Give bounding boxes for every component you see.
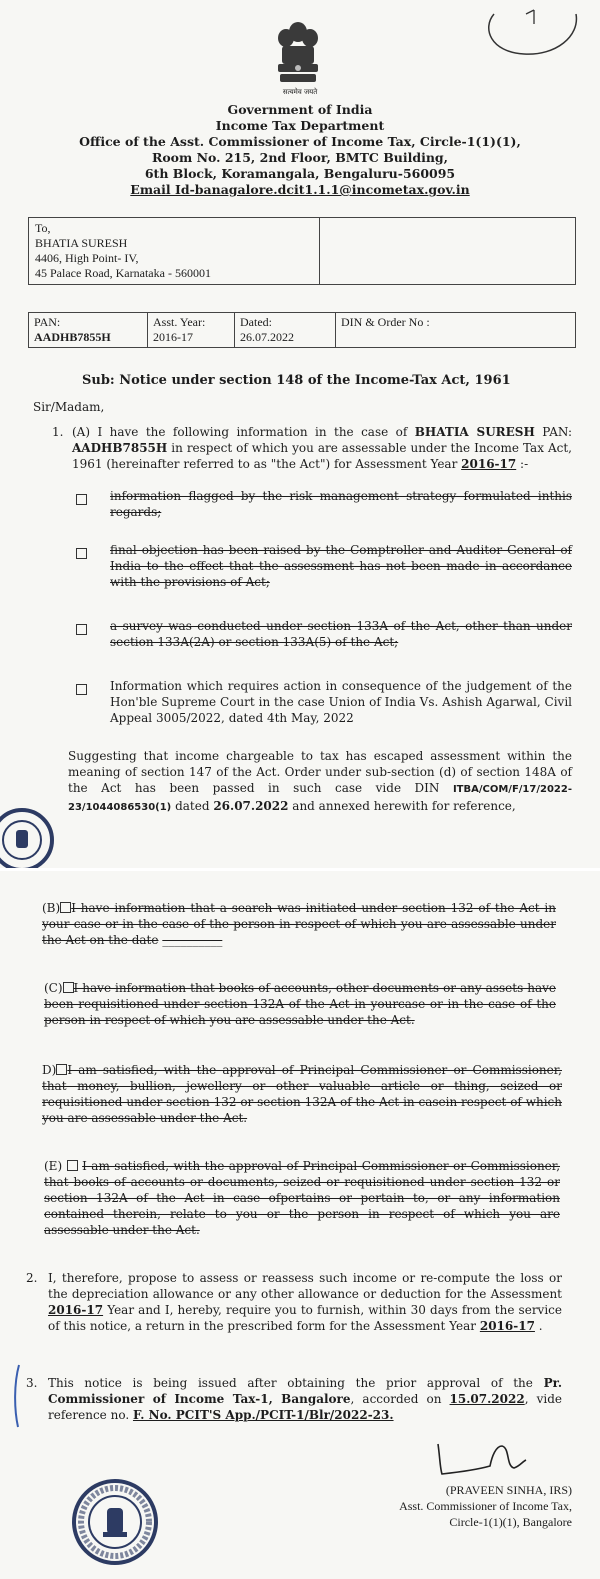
- p3-number: 3.: [26, 1376, 38, 1390]
- header-govt: Government of India: [227, 102, 373, 117]
- clause-d-text: I am satisfied, with the approval of Principal Commissioner or Commissioner, that money, bullion, jewellery or other valuable article or thing, seized or requisitioned under section 132 or section 132A of the Act in casein respect of which you are assessable under the Act.: [42, 1063, 562, 1125]
- p3-authority: Pr. Commissioner of Income Tax-1, Bangalore: [48, 1376, 562, 1406]
- suggesting-text: Suggesting that income chargeable to tax has escaped assessment within the meaning of section 147 of the Act. Order under sub-section (d) of section 148A of the Act has been passed in such case vide DIN: [68, 749, 572, 795]
- signature-icon: [430, 1436, 530, 1480]
- bullet-item: information flagged by the risk management strategy formulated inthis regards;: [110, 489, 572, 519]
- p1-prefix: (A) I have the following information in the case of: [72, 425, 415, 439]
- p3-ref: F. No. PCIT'S App./PCIT-1/Blr/2022-23.: [132, 1408, 394, 1422]
- address-line1: 4406, High Point- IV,: [35, 251, 139, 265]
- p2-ay1: 2016-17: [48, 1303, 104, 1317]
- ay-label: Asst. Year:: [153, 315, 206, 329]
- dated-label: Dated:: [240, 315, 272, 329]
- suggesting-dated: dated: [171, 799, 214, 813]
- header-office: Office of the Asst. Commissioner of Income Tax, Circle-1(1)(1),: [79, 134, 521, 149]
- salutation: Sir/Madam,: [33, 400, 105, 414]
- header-email: Email Id-banagalore.dcit1.1.1@incometax.gov.in: [130, 182, 470, 197]
- national-emblem-icon: [268, 18, 328, 88]
- bullet-checkbox: [76, 494, 87, 505]
- p1-pan: AADHB7855H: [72, 441, 168, 455]
- address-table: [28, 217, 576, 285]
- p2-ay2: 2016-17: [479, 1319, 535, 1333]
- p1-text: [72, 424, 572, 472]
- ay-cell: [148, 313, 235, 348]
- bullet-item: Information which requires action in consequence of the judgement of the Hon'ble Supreme Court in the case Union of India Vs. Ashish Agarwal, Civil Appeal 3005/2022, dated 4th May, 2022: [110, 679, 572, 725]
- clause-e-text: I am satisfied, with the approval of Principal Commissioner or Commissioner, that books of accounts or documents, seized or requisitioned under section 132 or section 132A of the Act in case ofpertains or pertain to, or any information contained therein, relate to you or the person in respect of which you are assessable under the Act.: [44, 1159, 561, 1237]
- p3-date: 15.07.2022: [449, 1392, 525, 1406]
- p1-name: BHATIA SURESH: [414, 425, 535, 439]
- clause-c-text: I have information that books of accounts, other documents or any assets have been requisitioned under section 132A of the Act in yourcase or in the case of the person in respect of which you are assessable under the Act.: [44, 981, 556, 1027]
- p1-end: :-: [516, 457, 529, 471]
- handwritten-scribble-icon: [476, 6, 586, 66]
- header-block: 6th Block, Koramangala, Bengaluru-560095: [144, 166, 456, 181]
- p2-number: 2.: [26, 1271, 38, 1285]
- official-stamp-icon: [0, 806, 60, 868]
- clause-b-text: I have information that a search was initiated under section 132 of the Act in your case or in the case of the person in respect of which you are assessable under the Act on the date: [42, 901, 556, 947]
- p3-text3: , vide reference no.: [48, 1392, 562, 1422]
- header-room: Room No. 215, 2nd Floor, BMTC Building,: [151, 150, 449, 165]
- p3-text2: , accorded on: [350, 1392, 450, 1406]
- address-name: BHATIA SURESH: [35, 236, 128, 250]
- p2-text3: .: [534, 1319, 543, 1333]
- page-separator: [0, 868, 600, 871]
- suggesting-date: 26.07.2022: [213, 799, 289, 813]
- office-seal-icon: [70, 1478, 160, 1566]
- clause-c-checkbox: [63, 982, 74, 993]
- p3-text: [48, 1375, 562, 1423]
- subject-line: Sub: Notice under section 148 of the Income-Tax Act, 1961: [82, 373, 511, 388]
- clause-d: [42, 1062, 562, 1126]
- pan-cell: [29, 313, 148, 348]
- address-line2: 45 Palace Road, Karnataka - 560001: [35, 266, 211, 280]
- din-label: DIN & Order No :: [341, 315, 430, 329]
- din-cell: [336, 313, 576, 348]
- pen-mark-icon: [14, 1363, 20, 1429]
- clause-d-label: D): [42, 1063, 57, 1077]
- suggesting-end: and annexed herewith for reference,: [288, 799, 516, 813]
- p2-text2: Year and I, hereby, require you to furnish, within 30 days from the service of this notice, a return in the prescribed form for the Assessment Year: [48, 1303, 562, 1333]
- header-email-wrap: [0, 182, 600, 198]
- p3-text1: This notice is being issued after obtaining the prior approval of the: [48, 1376, 544, 1390]
- header-dept: Income Tax Department: [215, 118, 385, 133]
- signature-block: [340, 1482, 572, 1530]
- bullet-checkbox: [76, 684, 87, 695]
- p1-number: 1.: [52, 425, 64, 439]
- clause-e: [44, 1158, 560, 1238]
- pan-value: AADHB7855H: [34, 330, 111, 344]
- clause-d-checkbox: [56, 1064, 67, 1075]
- signatory-circle: Circle-1(1)(1), Bangalore: [449, 1515, 572, 1529]
- clause-b: (B) I have information that a search was initiated under section 132 of the Act in your case or in the case of the person in respect of which you are assessable under the Act on the date __________: [42, 901, 556, 947]
- bullet-checkbox: [76, 548, 87, 559]
- clause-b-checkbox: [60, 902, 71, 913]
- dated-value: 26.07.2022: [240, 330, 294, 344]
- clause-b-label: (B): [42, 901, 61, 915]
- bullet-item: final objection has been raised by the Comptroller and Auditor General of India to the effect that the assessment has not been made in accordance with the provisions of Act;: [110, 543, 572, 589]
- p2-text: [48, 1270, 562, 1334]
- address-cell: [29, 218, 320, 285]
- suggesting-paragraph: [68, 748, 572, 816]
- clause-c: [44, 980, 556, 1028]
- din-number: ITBA/COM/F/17/2022-23/1044086530(1): [68, 784, 572, 813]
- address-to: To,: [35, 221, 51, 235]
- clause-e-label: (E): [44, 1159, 67, 1173]
- ay-value: 2016-17: [153, 330, 193, 344]
- signatory-designation: Asst. Commissioner of Income Tax,: [399, 1499, 572, 1513]
- pan-label: PAN:: [34, 315, 61, 329]
- p1-pan-label: PAN:: [534, 425, 572, 439]
- bullet-item: a survey was conducted under section 133A of the Act, other than under section 133A(2A) or section 133A(5) of the Act;: [110, 619, 572, 649]
- p1-ay: 2016-17: [461, 457, 517, 471]
- dated-cell: [235, 313, 336, 348]
- emblem-caption: सत्यमेव जयते: [282, 88, 318, 96]
- bullet-checkbox: [76, 624, 87, 635]
- clause-c-label: (C): [44, 981, 63, 995]
- clause-e-checkbox: [67, 1160, 78, 1171]
- pan-table: [28, 312, 576, 348]
- address-empty-cell: [320, 218, 576, 285]
- signatory-name: (PRAVEEN SINHA, IRS): [445, 1483, 572, 1497]
- p1-mid: in respect of which you are assessable under the Income Tax Act, 1961 (hereinafter referred to as "the Act") for Assessment Year: [72, 441, 572, 471]
- p2-text1: I, therefore, propose to assess or reassess such income or re-compute the loss or the depreciation allowance or any other allowance or deduction for the Assessment: [48, 1271, 562, 1301]
